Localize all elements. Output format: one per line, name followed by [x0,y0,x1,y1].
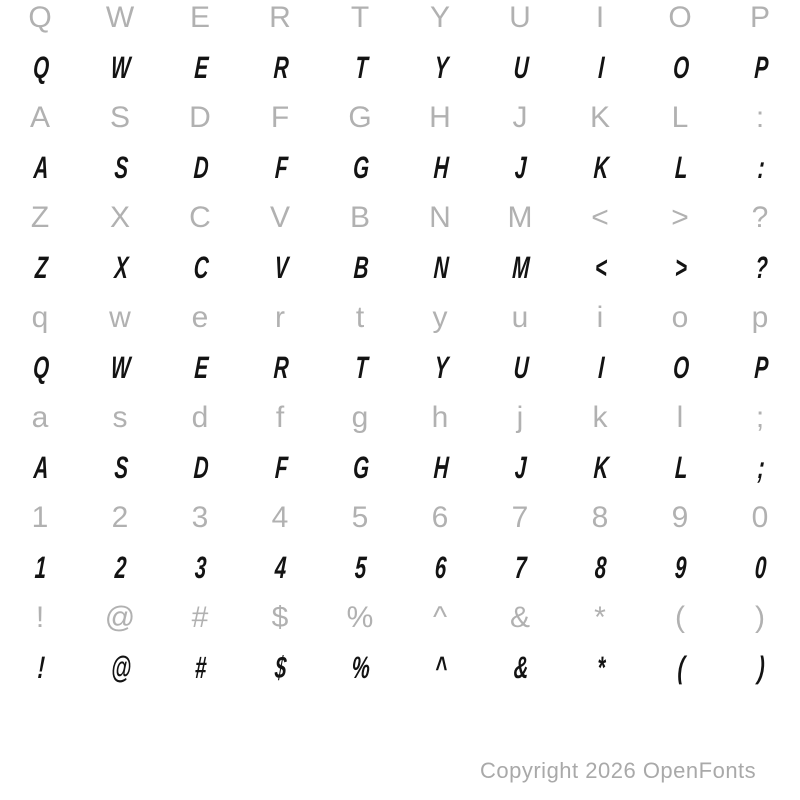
reference-glyph: E [189,1,210,34]
glyph-cell [720,1,800,35]
glyph-row-reference [0,393,800,443]
glyph-cell [560,301,640,335]
glyph-cell [640,550,720,586]
glyph-cell [480,50,560,86]
reference-glyph: o [671,301,689,334]
specimen-glyph: 4 [274,550,288,585]
glyph-cell [480,150,560,186]
glyph-cell [640,101,720,135]
glyph-cell [320,501,400,535]
glyph-cell [160,350,240,386]
specimen-glyph: A [32,150,50,185]
glyph-cell [720,550,800,586]
glyph-cell [480,201,560,235]
reference-glyph: L [671,101,689,134]
glyph-cell [160,501,240,535]
glyph-cell [80,501,160,535]
glyph-cell [80,150,160,186]
glyph-cell [320,50,400,86]
glyph-cell [0,301,80,335]
glyph-cell [480,101,560,135]
glyph-cell [560,201,640,235]
glyph-cell [640,450,720,486]
glyph-cell [560,350,640,386]
reference-glyph: $ [271,601,289,634]
reference-glyph: @ [104,601,136,634]
reference-glyph: X [109,201,130,234]
glyph-cell [320,201,400,235]
glyph-row-specimen [0,543,800,593]
glyph-cell [400,450,480,486]
specimen-glyph: T [353,50,369,85]
specimen-glyph: F [273,450,289,485]
glyph-cell [480,1,560,35]
specimen-glyph: P [753,350,769,385]
glyph-cell [400,301,480,335]
glyph-cell [240,650,320,686]
reference-glyph: w [109,301,131,334]
reference-glyph: 8 [591,501,609,534]
specimen-glyph: B [352,250,370,285]
specimen-glyph: % [350,650,372,685]
reference-glyph: B [349,201,370,234]
glyph-cell [320,301,400,335]
specimen-glyph: U [512,50,530,85]
glyph-cell [480,450,560,486]
glyph-cell [320,601,400,635]
reference-glyph: f [275,401,285,434]
specimen-glyph: H [432,150,450,185]
reference-glyph: y [432,301,448,334]
glyph-cell [160,450,240,486]
glyph-cell [240,550,320,586]
specimen-glyph: # [194,650,208,685]
glyph-cell [400,150,480,186]
specimen-glyph: C [192,250,210,285]
specimen-glyph: U [512,350,530,385]
glyph-cell [160,101,240,135]
reference-glyph: D [189,101,211,134]
glyph-cell [560,1,640,35]
reference-glyph: M [507,201,533,234]
specimen-glyph: & [512,650,530,685]
glyph-cell [0,150,80,186]
glyph-cell [720,501,800,535]
reference-glyph: O [668,1,692,34]
specimen-glyph: @ [110,650,133,685]
glyph-cell [560,550,640,586]
glyph-row-reference [0,293,800,343]
reference-glyph: l [676,401,684,434]
glyph-row-reference [0,0,800,43]
reference-glyph: 3 [191,501,209,534]
reference-glyph: q [31,301,49,334]
specimen-glyph: 9 [674,550,688,585]
specimen-glyph: E [193,350,209,385]
reference-glyph: 9 [671,501,689,534]
glyph-row-reference [0,93,800,143]
glyph-cell [160,250,240,286]
glyph-cell [80,101,160,135]
glyph-cell [0,101,80,135]
specimen-glyph: ? [753,250,769,285]
reference-glyph: H [429,101,451,134]
glyph-cell [160,1,240,35]
glyph-cell [0,650,80,686]
specimen-glyph: N [432,250,450,285]
glyph-cell [560,50,640,86]
specimen-glyph: V [273,250,289,285]
glyph-cell [0,50,80,86]
specimen-glyph: F [273,150,289,185]
glyph-cell [720,350,800,386]
glyph-cell [80,550,160,586]
glyph-cell [560,601,640,635]
specimen-glyph: S [113,450,129,485]
reference-glyph: r [275,301,285,334]
glyph-cell [240,301,320,335]
glyph-cell [80,50,160,86]
glyph-cell [640,250,720,286]
glyph-cell [320,550,400,586]
glyph-cell [720,450,800,486]
specimen-glyph: K [592,450,610,485]
glyph-cell [720,150,800,186]
specimen-glyph: P [753,50,769,85]
glyph-cell [240,1,320,35]
specimen-glyph: D [192,150,210,185]
glyph-cell [240,101,320,135]
glyph-cell [80,1,160,35]
specimen-glyph: Q [32,350,51,385]
glyph-cell [320,250,400,286]
reference-glyph: p [751,301,769,334]
specimen-glyph: < [594,250,609,285]
reference-glyph: h [431,401,449,434]
specimen-glyph: ) [756,650,766,685]
glyph-cell [160,650,240,686]
reference-glyph: Z [30,201,50,234]
glyph-row-reference [0,493,800,543]
specimen-glyph: ^ [434,650,449,685]
specimen-glyph: : [756,150,766,185]
glyph-cell [80,450,160,486]
glyph-cell [400,1,480,35]
glyph-cell [640,201,720,235]
reference-glyph: I [595,1,605,34]
glyph-row-specimen [0,243,800,293]
glyph-cell [80,301,160,335]
glyph-row-specimen [0,343,800,393]
specimen-glyph: 8 [594,550,608,585]
glyph-cell [560,501,640,535]
glyph-cell [560,401,640,435]
reference-glyph: C [189,201,211,234]
reference-glyph: < [591,201,609,234]
reference-glyph: 1 [31,501,49,534]
glyph-cell [0,1,80,35]
reference-glyph: 2 [111,501,129,534]
reference-glyph: # [191,601,209,634]
specimen-glyph: 0 [754,550,768,585]
reference-glyph: N [429,201,451,234]
specimen-glyph: 1 [34,550,48,585]
specimen-glyph: G [352,450,371,485]
glyph-cell [0,401,80,435]
glyph-cell [560,150,640,186]
reference-glyph: t [355,301,365,334]
glyph-cell [640,650,720,686]
glyph-row-specimen [0,643,800,693]
specimen-glyph: I [597,350,605,385]
glyph-cell [0,201,80,235]
specimen-glyph: 5 [354,550,368,585]
glyph-cell [720,101,800,135]
glyph-cell [480,601,560,635]
specimen-glyph: * [596,650,607,685]
specimen-glyph: J [514,150,528,185]
reference-glyph: R [269,1,291,34]
reference-glyph: V [269,201,290,234]
reference-glyph: F [270,101,290,134]
glyph-cell [720,401,800,435]
glyph-cell [160,201,240,235]
glyph-cell [320,350,400,386]
reference-glyph: * [594,601,606,634]
glyph-cell [160,301,240,335]
reference-glyph: 7 [511,501,529,534]
glyph-row-specimen [0,143,800,193]
reference-glyph: K [589,101,610,134]
glyph-cell [720,201,800,235]
glyph-cell [640,301,720,335]
glyph-cell [80,250,160,286]
specimen-glyph: L [673,150,689,185]
glyph-cell [640,501,720,535]
specimen-glyph: A [32,450,50,485]
glyph-cell [320,401,400,435]
specimen-glyph: K [592,150,610,185]
reference-glyph: Y [429,1,450,34]
glyph-cell [640,50,720,86]
glyph-cell [560,650,640,686]
reference-glyph: 5 [351,501,369,534]
glyph-cell [720,250,800,286]
reference-glyph: A [29,101,50,134]
glyph-cell [240,501,320,535]
specimen-glyph: L [673,450,689,485]
glyph-row-specimen [0,43,800,93]
glyph-cell [0,250,80,286]
glyph-cell [320,1,400,35]
glyph-cell [0,501,80,535]
glyph-cell [160,50,240,86]
specimen-glyph: O [672,50,691,85]
specimen-glyph: S [113,150,129,185]
glyph-cell [400,501,480,535]
reference-glyph: Q [28,1,52,34]
reference-glyph: a [31,401,49,434]
glyph-cell [480,550,560,586]
glyph-cell [240,601,320,635]
glyph-cell [640,1,720,35]
reference-glyph: ! [35,601,45,634]
reference-glyph: k [592,401,608,434]
glyph-row-reference [0,593,800,643]
glyph-cell [480,250,560,286]
specimen-glyph: ; [756,450,766,485]
specimen-glyph: ! [36,650,46,685]
reference-glyph: s [112,401,128,434]
glyph-cell [480,301,560,335]
glyph-cell [560,450,640,486]
glyph-cell [160,601,240,635]
glyph-row-reference [0,193,800,243]
glyph-cell [240,350,320,386]
reference-glyph: G [348,101,372,134]
glyph-cell [480,401,560,435]
glyph-cell [320,101,400,135]
reference-glyph: 4 [271,501,289,534]
reference-glyph: i [596,301,604,334]
glyph-cell [160,550,240,586]
glyph-cell [400,250,480,286]
reference-glyph: ( [675,601,685,634]
glyph-cell [80,201,160,235]
glyph-cell [640,350,720,386]
glyph-cell [240,201,320,235]
glyph-cell [240,250,320,286]
reference-glyph: W [105,1,135,34]
glyph-cell [400,101,480,135]
glyph-cell [240,50,320,86]
specimen-glyph: O [672,350,691,385]
glyph-cell [640,150,720,186]
specimen-glyph: ( [676,650,686,685]
reference-glyph: e [191,301,209,334]
specimen-glyph: G [352,150,371,185]
specimen-glyph: R [272,350,290,385]
glyph-cell [560,250,640,286]
reference-glyph: d [191,401,209,434]
reference-glyph: ^ [432,601,448,634]
reference-glyph: & [509,601,530,634]
reference-glyph: 0 [751,501,769,534]
reference-glyph: P [749,1,770,34]
glyph-cell [80,650,160,686]
specimen-glyph: Z [33,250,49,285]
glyph-cell [240,450,320,486]
specimen-glyph: $ [274,650,288,685]
reference-glyph: ) [755,601,765,634]
specimen-glyph: R [272,50,290,85]
specimen-glyph: Q [32,50,51,85]
specimen-glyph: Y [433,350,449,385]
glyph-cell [400,650,480,686]
glyph-cell [320,450,400,486]
glyph-cell [0,450,80,486]
specimen-glyph: H [432,450,450,485]
specimen-glyph: 3 [194,550,208,585]
glyph-cell [80,401,160,435]
glyph-cell [0,350,80,386]
specimen-glyph: X [113,250,129,285]
glyph-cell [480,501,560,535]
glyph-cell [560,101,640,135]
reference-glyph: ; [755,401,765,434]
glyph-cell [640,401,720,435]
glyph-cell [0,601,80,635]
specimen-glyph: D [192,450,210,485]
glyph-cell [240,150,320,186]
glyph-cell [640,601,720,635]
reference-glyph: T [350,1,370,34]
glyph-cell [160,150,240,186]
reference-glyph: > [671,201,689,234]
glyph-cell [400,350,480,386]
specimen-glyph: M [511,250,531,285]
glyph-cell [240,401,320,435]
glyph-cell [720,301,800,335]
glyph-cell [160,401,240,435]
reference-glyph: : [755,101,765,134]
copyright-text: Copyright 2026 OpenFonts [480,758,757,783]
specimen-glyph: 2 [114,550,128,585]
glyph-cell [400,550,480,586]
glyph-cell [400,401,480,435]
reference-glyph: J [512,101,528,134]
specimen-glyph: 7 [514,550,528,585]
glyph-cell [400,50,480,86]
specimen-glyph: I [597,50,605,85]
reference-glyph: j [516,401,524,434]
glyph-cell [400,601,480,635]
reference-glyph: U [509,1,531,34]
reference-glyph: u [511,301,529,334]
specimen-glyph: W [110,50,132,85]
glyph-cell [480,650,560,686]
glyph-cell [400,201,480,235]
glyph-cell [720,650,800,686]
specimen-glyph: 6 [434,550,448,585]
glyph-cell [720,601,800,635]
specimen-glyph: J [514,450,528,485]
reference-glyph: % [346,601,374,634]
glyph-cell [80,601,160,635]
glyph-cell [720,50,800,86]
specimen-glyph: W [110,350,132,385]
specimen-glyph: E [193,50,209,85]
glyph-cell [480,350,560,386]
glyph-cell [0,550,80,586]
specimen-glyph: > [674,250,689,285]
reference-glyph: S [109,101,130,134]
glyph-cell [80,350,160,386]
reference-glyph: ? [751,201,769,234]
glyph-cell [320,150,400,186]
specimen-glyph: T [353,350,369,385]
reference-glyph: g [351,401,369,434]
glyph-row-specimen [0,443,800,493]
specimen-glyph: Y [433,50,449,85]
glyph-cell [320,650,400,686]
reference-glyph: 6 [431,501,449,534]
